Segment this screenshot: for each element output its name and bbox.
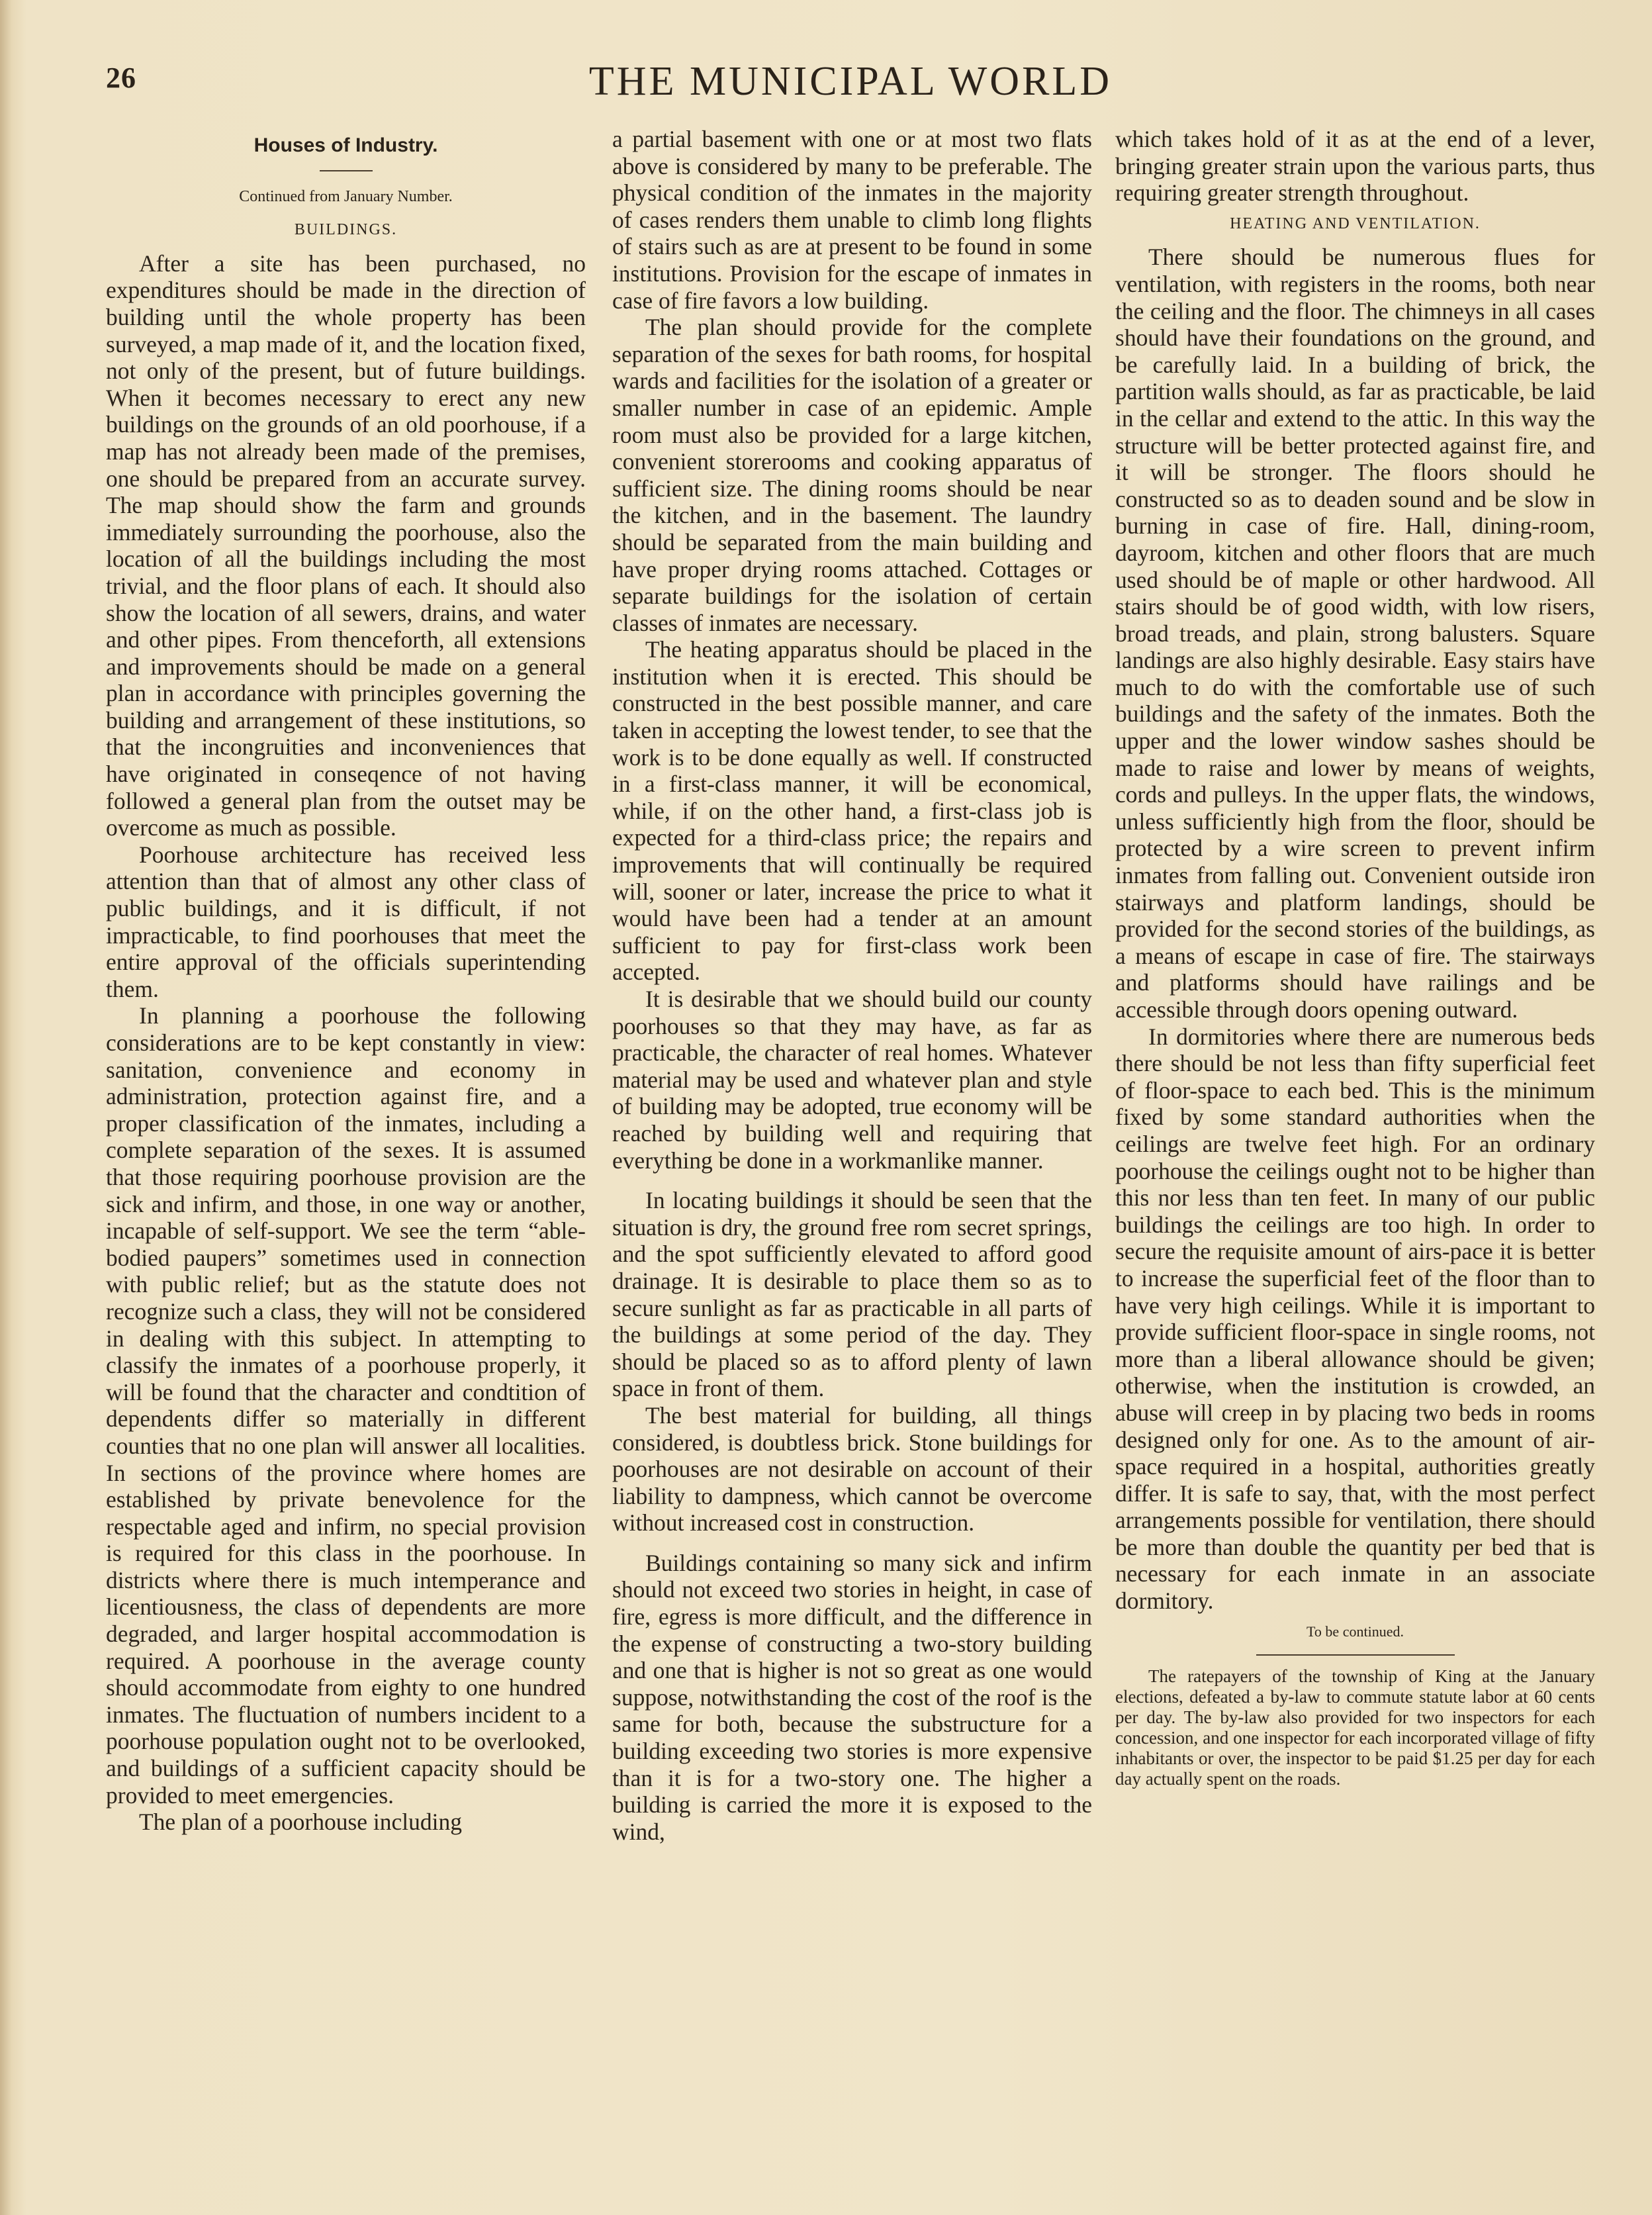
section-heading-heating: HEATING AND VENTILATION.	[1230, 214, 1481, 232]
article-title: Houses of Industry.	[253, 134, 438, 156]
paragraph: In locating buildings it should be seen that the situation is dry, the ground free rom secret springs, and the spot sufficiently elevated to afford good drainage. It is desirable to place them so as to secure sunlight as far as practicable in all parts of the buildings at some period of the day. They should be placed so as to afford plenty of lawn space in front of them.	[612, 1187, 1092, 1402]
paragraph: Buildings containing so many sick and infirm should not exceed two stories in height, in case of fire, egress is more difficult, and the difference in the expense of constructing a two-story building and one that is higher is not so great as one would suppose, notwithstanding the cost of the roof is the same for both, because the substructure for a building exceeding two stories is more expensive than it is for a two-story one. The higher a building is carried the more it is exposed to the wind,	[612, 1549, 1092, 1845]
column-3	[1115, 126, 1595, 1789]
continued-note: Continued from January Number.	[239, 187, 453, 205]
note-rule	[1256, 1654, 1455, 1656]
paragraph: In planning a poorhouse the following considerations are to be kept constantly in view: sanitation, convenience and economy in administration, protection against fire, and a proper classification of the inmates, including a complete separation of the sexes. It is assumed that those requiring poorhouse provision are the sick and infirm, and those, in one way or another, incapable of self-support. We see the term “able-bodied paupers” sometimes used in connection with public relief; but as the statute does not recognize such a class, they will not be considered in dealing with this subject. In attempting to classify the inmates of a poorhouse properly, it will be found that the character and condtition of dependents differ so materially in different counties that no one plan will answer all localities. In sections of the province where homes are established by private benevolence for the respectable aged and infirm, no special provision is required for this class in the poorhouse. In districts where there is much intemperance and licentiousness, the class of dependents are more degraded, and larger hospital accommodation is required. A poorhouse in the average county should accommodate from eighty to one hundred inmates. The fluctuation of numbers incident to a poorhouse population ought not to be overlooked, and buildings of a sufficient capacity should be provided to meet emergencies.	[106, 1002, 586, 1809]
page-number: 26	[106, 62, 136, 94]
to-be-continued: To be continued.	[1307, 1623, 1404, 1640]
title-rule	[320, 170, 373, 171]
section-heading-buildings: BUILDINGS.	[294, 221, 398, 239]
paragraph: In dormitories where there are numerous beds there should be not less than fifty superficial feet of floor-space to each bed. This is the minimum fixed by some standard authorities when the ceilings are twelve feet high. For an ordinary poorhouse the ceilings ought not to be higher than this nor less than ten feet. In many of our public buildings the ceilings are too high. In order to secure the requisite amount of airs-pace it is better to increase the superficial feet of the floor than to have very high ceilings. While it is important to provide sufficient floor-space in single rooms, not more than a liberal allowance should be given; otherwise, when the institution is crowded, an abuse will creep in by placing two beds in rooms designed only for one. As to the amount of air-space required in a hospital, authorities greatly differ. It is safe to say, that, with the most perfect arrangements possible for ventilation, there should be more than double the quantity per bed that is necessary for each inmate in an associate dormitory.	[1115, 1023, 1595, 1615]
paragraph: It is desirable that we should build our county poorhouses so that they may have, as far as practicable, the character of real homes. Whatever material may be used and whatever plan and style of building may be adopted, true economy will be reached by building well and requiring that everything be done in a workmanlike manner.	[612, 986, 1092, 1174]
paragraph: The plan should provide for the complete separation of the sexes for bath rooms, for hospital wards and facilities for the isolation of a greater or smaller number in case of an epidemic. Ample room must also be provided for a large kitchen, convenient storerooms and cooking apparatus of sufficient size. The dining rooms should be near the kitchen, and in the basement. The laundry should be separated from the main building and have proper drying rooms attached. Cottages or separate buildings for the isolation of certain classes of inmates are necessary.	[612, 314, 1092, 636]
paragraph: The best material for building, all things considered, is doubtless brick. Stone buildings for poorhouses are not desirable on account of their liability to dampness, which cannot be overcome without increased cost in construction.	[612, 1401, 1092, 1536]
paragraph: After a site has been purchased, no expenditures should be made in the direction of building until the whole property has been surveyed, a map made of it, and the location fixed, not only of the present, but of future buildings. When it becomes necessary to erect any new buildings on the grounds of an old poorhouse, if a map has not already been made of the premises, one should be prepared from an accurate survey. The map should show the farm and grounds immediately surrounding the poorhouse, also the location of all the buildings including the most trivial, and the floor plans of each. It should also show the location of all sewers, drains, and water and other pipes. From thenceforth, all extensions and improvements should be made on a general plan in accordance with principles governing the building and arrangement of these institutions, so that the incongruities and inconveniences that have originated in conseqence of not having followed a general plan from the outset may be overcome as much as possible.	[106, 250, 586, 841]
paragraph: which takes hold of it as at the end of a lever, bringing greater strain upon the various parts, thus requiring greater strength throughout.	[1115, 126, 1595, 207]
page-header	[106, 58, 1595, 111]
news-note: The ratepayers of the township of King at the January elections, defeated a by-law to commute statute labor at 60 cents per day. The by-law also provided for two inspectors for each concession, and one inspector for each incorporated village of fifty inhabitants or over, the inspector to be paid $1.25 per day for each day actually spent on the roads.	[1115, 1666, 1595, 1789]
spacer	[612, 1174, 1092, 1187]
paragraph: There should be numerous flues for ventilation, with registers in the rooms, both near the ceiling and the floor. The chimneys in all cases should have their foundations on the ground, and be carefully laid. In a building of brick, the partition walls should, as far as practicable, be laid in the cellar and extend to the attic. In this way the structure will be better protected against fire, and it will be stronger. The floors should he constructed so as to deaden sound and be slow in burning in case of fire. Hall, dining-room, dayroom, kitchen and other floors that are much used should be of maple or other hardwood. All stairs should be of good width, with low risers, broad treads, and plain, strong balusters. Square landings are also highly desirable. Easy stairs have much to do with the comfortable use of such buildings and the safety of the inmates. Both the upper and the lower window sashes should be made to raise and lower by means of weights, cords and pulleys. In the upper flats, the windows, unless sufficiently high from the floor, should be protected by a wire screen to prevent infirm inmates from falling out. Convenient outside iron stairways and platform landings, should be provided for the second stories of the buildings, as a means of escape in case of fire. The stairways and platforms should have railings and be accessible through doors opening outward.	[1115, 244, 1595, 1023]
masthead-title: THE MUNICIPAL WORLD	[588, 59, 1113, 104]
spacer	[612, 1536, 1092, 1550]
paragraph: The heating apparatus should be placed in the institution when it is erected. This should be constructed in the best possible manner, and care taken in accepting the lowest tender, to see that the work is to be done equally as well. If constructed in a first-class manner, it will be economical, while, if on the other hand, a first-class job is expected for a third-class price; the repairs and improvements that will continually be required will, sooner or later, increase the price to what it would have been had a tender at an amount sufficient to pay for first-class work been accepted.	[612, 636, 1092, 986]
paragraph: Poorhouse architecture has received less attention than that of almost any other class of public buildings, and it is difficult, if not impracticable, to find poorhouses that meet the entire approval of the officials superintending them.	[106, 841, 586, 1002]
column-2	[612, 126, 1092, 1845]
paragraph: The plan of a poorhouse including	[139, 1809, 463, 1836]
column-1	[106, 126, 586, 1836]
paragraph: a partial basement with one or at most two flats above is considered by many to be preferable. The physical condition of the inmates in the majority of cases renders them unable to climb long flights of stairs such as are at present to be found in some institutions. Provision for the escape of inmates in case of fire favors a low building.	[612, 126, 1092, 314]
